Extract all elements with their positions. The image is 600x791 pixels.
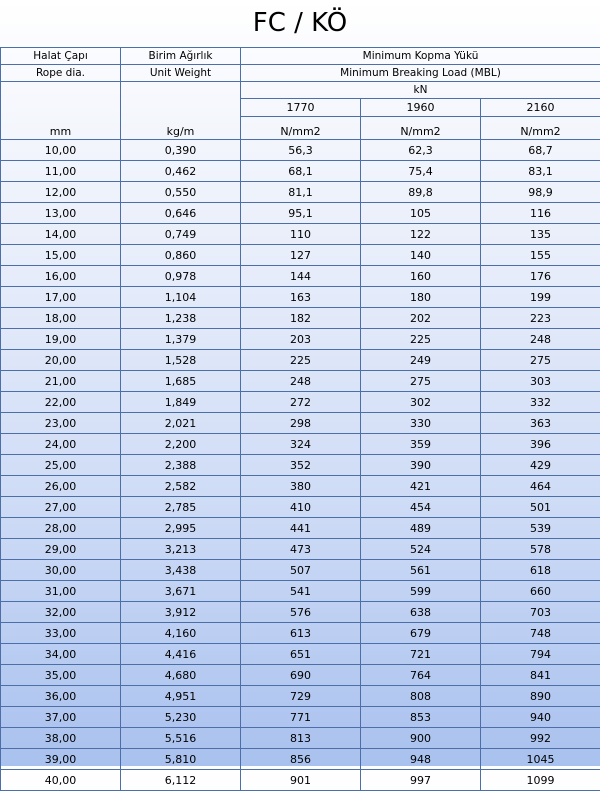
cell-mbl-2160: 539: [481, 518, 600, 539]
cell-mbl-2160: 1099: [481, 770, 600, 791]
cell-mbl-1770: 248: [241, 371, 361, 392]
cell-mbl-1960: 225: [361, 329, 481, 350]
cell-mbl-1960: 561: [361, 560, 481, 581]
cell-mbl-2160: 396: [481, 434, 600, 455]
table-row: [1, 413, 600, 434]
cell-weight: 1,238: [121, 308, 241, 329]
cell-mbl-1960: 249: [361, 350, 481, 371]
cell-diameter: 22,00: [1, 392, 121, 413]
cell-mbl-2160: 940: [481, 707, 600, 728]
cell-mbl-2160: 841: [481, 665, 600, 686]
cell-mbl-1960: 390: [361, 455, 481, 476]
cell-mbl-1770: 813: [241, 728, 361, 749]
cell-weight: 2,021: [121, 413, 241, 434]
cell-mbl-1960: 75,4: [361, 161, 481, 182]
cell-mbl-1960: 62,3: [361, 140, 481, 161]
cell-weight: 1,528: [121, 350, 241, 371]
cell-mbl-1960: 140: [361, 245, 481, 266]
cell-weight: 0,749: [121, 224, 241, 245]
header-unit-nmm2: N/mm2: [241, 117, 361, 140]
cell-weight: 0,646: [121, 203, 241, 224]
table-row: [1, 728, 600, 749]
cell-weight: 1,685: [121, 371, 241, 392]
cell-weight: 2,200: [121, 434, 241, 455]
cell-mbl-1960: 122: [361, 224, 481, 245]
cell-mbl-1770: 182: [241, 308, 361, 329]
cell-mbl-1770: 81,1: [241, 182, 361, 203]
cell-weight: 3,438: [121, 560, 241, 581]
table-row: [1, 182, 600, 203]
cell-mbl-1960: 997: [361, 770, 481, 791]
cell-diameter: 19,00: [1, 329, 121, 350]
cell-diameter: 32,00: [1, 602, 121, 623]
table-row: [1, 539, 600, 560]
cell-weight: 0,390: [121, 140, 241, 161]
cell-mbl-1960: 89,8: [361, 182, 481, 203]
table-row: [1, 497, 600, 518]
cell-diameter: 28,00: [1, 518, 121, 539]
cell-mbl-1960: 948: [361, 749, 481, 770]
cell-mbl-1770: 771: [241, 707, 361, 728]
table-body: [1, 140, 600, 791]
cell-weight: 4,160: [121, 623, 241, 644]
table-row: [1, 329, 600, 350]
cell-mbl-1770: 127: [241, 245, 361, 266]
cell-mbl-1960: 359: [361, 434, 481, 455]
cell-mbl-2160: 303: [481, 371, 600, 392]
header-blank: [1, 82, 121, 99]
cell-diameter: 35,00: [1, 665, 121, 686]
cell-weight: 1,849: [121, 392, 241, 413]
cell-mbl-1770: 507: [241, 560, 361, 581]
cell-mbl-1960: 105: [361, 203, 481, 224]
cell-mbl-2160: 703: [481, 602, 600, 623]
cell-weight: 5,230: [121, 707, 241, 728]
table-row: [1, 749, 600, 770]
cell-diameter: 16,00: [1, 266, 121, 287]
table-row: [1, 392, 600, 413]
cell-mbl-1960: 679: [361, 623, 481, 644]
header-unit-nmm2: N/mm2: [361, 117, 481, 140]
cell-diameter: 10,00: [1, 140, 121, 161]
table-row: [1, 434, 600, 455]
cell-weight: 3,213: [121, 539, 241, 560]
header-blank: [121, 99, 241, 117]
cell-weight: 3,671: [121, 581, 241, 602]
cell-diameter: 29,00: [1, 539, 121, 560]
cell-mbl-2160: 992: [481, 728, 600, 749]
cell-diameter: 34,00: [1, 644, 121, 665]
header-unit-mm: mm: [1, 117, 121, 140]
cell-mbl-2160: 199: [481, 287, 600, 308]
cell-mbl-2160: 68,7: [481, 140, 600, 161]
table-row: [1, 560, 600, 581]
cell-mbl-1770: 441: [241, 518, 361, 539]
table-row: [1, 287, 600, 308]
table-row: [1, 203, 600, 224]
cell-mbl-2160: 155: [481, 245, 600, 266]
cell-mbl-1960: 721: [361, 644, 481, 665]
cell-mbl-1770: 225: [241, 350, 361, 371]
header-row-units: [1, 117, 600, 140]
cell-diameter: 24,00: [1, 434, 121, 455]
cell-diameter: 13,00: [1, 203, 121, 224]
table-row: [1, 602, 600, 623]
cell-mbl-1770: 473: [241, 539, 361, 560]
cell-mbl-2160: 363: [481, 413, 600, 434]
header-blank: [1, 99, 121, 117]
header-weight-tr: Birim Ağırlık: [121, 48, 241, 65]
cell-mbl-2160: 135: [481, 224, 600, 245]
cell-mbl-1770: 690: [241, 665, 361, 686]
cell-mbl-1770: 272: [241, 392, 361, 413]
header-blank: [121, 82, 241, 99]
cell-mbl-1960: 275: [361, 371, 481, 392]
cell-mbl-2160: 429: [481, 455, 600, 476]
cell-mbl-1770: 110: [241, 224, 361, 245]
cell-diameter: 12,00: [1, 182, 121, 203]
table-row: [1, 665, 600, 686]
cell-mbl-1960: 202: [361, 308, 481, 329]
header-row-unit: [1, 82, 600, 99]
table-row: [1, 224, 600, 245]
header-mbl-unit: kN: [241, 82, 600, 99]
cell-mbl-1770: 163: [241, 287, 361, 308]
table-row: [1, 140, 600, 161]
cell-mbl-2160: 332: [481, 392, 600, 413]
cell-weight: 0,978: [121, 266, 241, 287]
page-title: FC / KÖ: [0, 0, 600, 47]
cell-diameter: 36,00: [1, 686, 121, 707]
header-row-english: [1, 65, 600, 82]
cell-mbl-1770: 651: [241, 644, 361, 665]
cell-weight: 1,379: [121, 329, 241, 350]
cell-weight: 4,416: [121, 644, 241, 665]
cell-mbl-2160: 116: [481, 203, 600, 224]
cell-diameter: 14,00: [1, 224, 121, 245]
cell-weight: 4,680: [121, 665, 241, 686]
cell-mbl-1770: 352: [241, 455, 361, 476]
cell-weight: 0,462: [121, 161, 241, 182]
cell-mbl-2160: 98,9: [481, 182, 600, 203]
cell-mbl-2160: 275: [481, 350, 600, 371]
header-weight-en: Unit Weight: [121, 65, 241, 82]
cell-weight: 5,516: [121, 728, 241, 749]
table-row: [1, 266, 600, 287]
cell-diameter: 40,00: [1, 770, 121, 791]
cell-mbl-1770: 576: [241, 602, 361, 623]
cell-diameter: 18,00: [1, 308, 121, 329]
cell-mbl-1770: 203: [241, 329, 361, 350]
cell-mbl-1960: 764: [361, 665, 481, 686]
cell-weight: 1,104: [121, 287, 241, 308]
cell-weight: 0,550: [121, 182, 241, 203]
table-row: [1, 581, 600, 602]
table-row: [1, 623, 600, 644]
cell-mbl-1770: 95,1: [241, 203, 361, 224]
cell-diameter: 37,00: [1, 707, 121, 728]
header-mbl-tr: Minimum Kopma Yükü: [241, 48, 600, 65]
table-row: [1, 644, 600, 665]
cell-mbl-2160: 1045: [481, 749, 600, 770]
cell-mbl-1960: 524: [361, 539, 481, 560]
cell-mbl-2160: 223: [481, 308, 600, 329]
table-row: [1, 770, 600, 791]
table-row: [1, 707, 600, 728]
cell-diameter: 31,00: [1, 581, 121, 602]
cell-diameter: 39,00: [1, 749, 121, 770]
cell-mbl-1770: 380: [241, 476, 361, 497]
cell-mbl-1960: 489: [361, 518, 481, 539]
header-grade: 1960: [361, 99, 481, 117]
cell-weight: 4,951: [121, 686, 241, 707]
cell-mbl-1770: 56,3: [241, 140, 361, 161]
cell-mbl-1960: 454: [361, 497, 481, 518]
cell-weight: 6,112: [121, 770, 241, 791]
cell-mbl-1960: 853: [361, 707, 481, 728]
cell-mbl-2160: 501: [481, 497, 600, 518]
cell-diameter: 23,00: [1, 413, 121, 434]
cell-mbl-1960: 180: [361, 287, 481, 308]
table-row: [1, 245, 600, 266]
cell-mbl-2160: 794: [481, 644, 600, 665]
cell-mbl-1770: 729: [241, 686, 361, 707]
table-row: [1, 308, 600, 329]
header-row-turkish: [1, 48, 600, 65]
cell-mbl-1960: 900: [361, 728, 481, 749]
header-mbl-en: Minimum Breaking Load (MBL): [241, 65, 600, 82]
cell-mbl-1960: 421: [361, 476, 481, 497]
cell-mbl-1770: 613: [241, 623, 361, 644]
header-row-grades: [1, 99, 600, 117]
cell-mbl-1770: 410: [241, 497, 361, 518]
header-unit-kgm: kg/m: [121, 117, 241, 140]
cell-weight: 0,860: [121, 245, 241, 266]
cell-weight: 2,582: [121, 476, 241, 497]
cell-mbl-1960: 599: [361, 581, 481, 602]
cell-diameter: 15,00: [1, 245, 121, 266]
cell-diameter: 20,00: [1, 350, 121, 371]
cell-mbl-2160: 248: [481, 329, 600, 350]
header-diameter-en: Rope dia.: [1, 65, 121, 82]
header-diameter-tr: Halat Çapı: [1, 48, 121, 65]
table-row: [1, 371, 600, 392]
cell-mbl-1770: 68,1: [241, 161, 361, 182]
cell-diameter: 26,00: [1, 476, 121, 497]
cell-mbl-1960: 302: [361, 392, 481, 413]
cell-mbl-2160: 83,1: [481, 161, 600, 182]
table-row: [1, 476, 600, 497]
cell-diameter: 21,00: [1, 371, 121, 392]
cell-weight: 5,810: [121, 749, 241, 770]
cell-weight: 2,995: [121, 518, 241, 539]
header-unit-nmm2: N/mm2: [481, 117, 600, 140]
cell-mbl-2160: 660: [481, 581, 600, 602]
cell-mbl-2160: 464: [481, 476, 600, 497]
cell-mbl-1960: 160: [361, 266, 481, 287]
cell-mbl-2160: 748: [481, 623, 600, 644]
table-row: [1, 350, 600, 371]
cell-mbl-1770: 901: [241, 770, 361, 791]
cell-mbl-1770: 541: [241, 581, 361, 602]
table-row: [1, 455, 600, 476]
rope-spec-table: [0, 47, 600, 791]
cell-weight: 2,388: [121, 455, 241, 476]
table-row: [1, 161, 600, 182]
cell-diameter: 25,00: [1, 455, 121, 476]
header-grade: 1770: [241, 99, 361, 117]
cell-mbl-2160: 618: [481, 560, 600, 581]
cell-mbl-1960: 638: [361, 602, 481, 623]
cell-mbl-1770: 324: [241, 434, 361, 455]
cell-mbl-1960: 330: [361, 413, 481, 434]
cell-diameter: 27,00: [1, 497, 121, 518]
cell-mbl-2160: 578: [481, 539, 600, 560]
cell-mbl-1770: 856: [241, 749, 361, 770]
header-grade: 2160: [481, 99, 600, 117]
cell-diameter: 38,00: [1, 728, 121, 749]
cell-mbl-1770: 144: [241, 266, 361, 287]
cell-weight: 2,785: [121, 497, 241, 518]
cell-mbl-1960: 808: [361, 686, 481, 707]
cell-diameter: 30,00: [1, 560, 121, 581]
cell-weight: 3,912: [121, 602, 241, 623]
cell-mbl-2160: 176: [481, 266, 600, 287]
cell-mbl-2160: 890: [481, 686, 600, 707]
cell-mbl-1770: 298: [241, 413, 361, 434]
cell-diameter: 17,00: [1, 287, 121, 308]
table-row: [1, 686, 600, 707]
table-row: [1, 518, 600, 539]
cell-diameter: 33,00: [1, 623, 121, 644]
cell-diameter: 11,00: [1, 161, 121, 182]
